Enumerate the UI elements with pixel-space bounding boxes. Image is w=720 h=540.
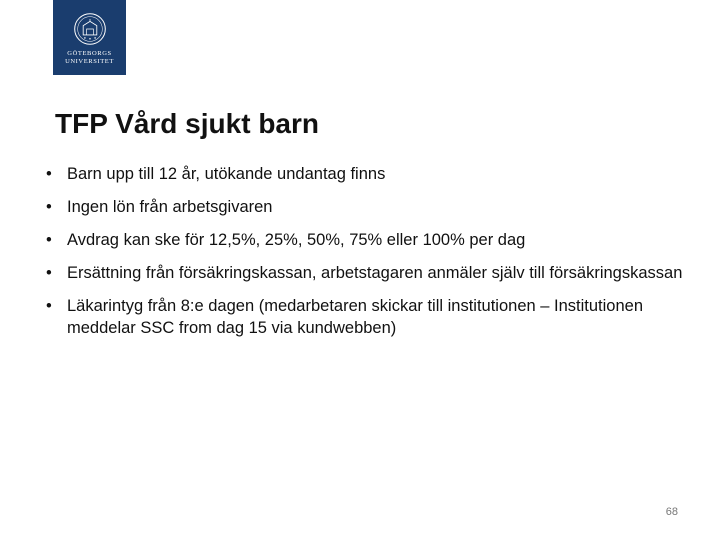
bullet-list: [46, 163, 686, 350]
bullet-text: Ingen lön från arbetsgivaren: [67, 198, 273, 216]
bullet-item: [46, 295, 686, 339]
bullet-marker: •: [46, 297, 52, 315]
bullet-text: Läkarintyg från 8:e dagen (medarbetaren skickar till institutionen – Institutionen meddelar SSC from dag 15 via kundwebben): [67, 297, 643, 337]
university-seal-icon: [73, 12, 107, 46]
university-logo: [53, 0, 126, 75]
logo-line-2: UNIVERSITET: [65, 58, 114, 65]
bullet-item: [46, 262, 686, 284]
logo-wordmark: [65, 50, 114, 66]
bullet-text: Avdrag kan ske för 12,5%, 25%, 50%, 75% eller 100% per dag: [67, 231, 526, 249]
bullet-marker: •: [46, 165, 52, 183]
slide-title: TFP Vård sjukt barn: [55, 108, 319, 139]
bullet-item: [46, 196, 686, 218]
bullet-item: [46, 229, 686, 251]
logo-line-1: GÖTEBORGS: [67, 50, 112, 57]
bullet-marker: •: [46, 264, 52, 282]
bullet-item: [46, 163, 686, 185]
bullet-marker: •: [46, 231, 52, 249]
bullet-text: Ersättning från försäkringskassan, arbetstagaren anmäler själv till försäkringskassan: [67, 264, 683, 282]
bullet-marker: •: [46, 198, 52, 216]
page-number: 68: [665, 506, 678, 518]
bullet-text: Barn upp till 12 år, utökande undantag finns: [67, 165, 386, 183]
